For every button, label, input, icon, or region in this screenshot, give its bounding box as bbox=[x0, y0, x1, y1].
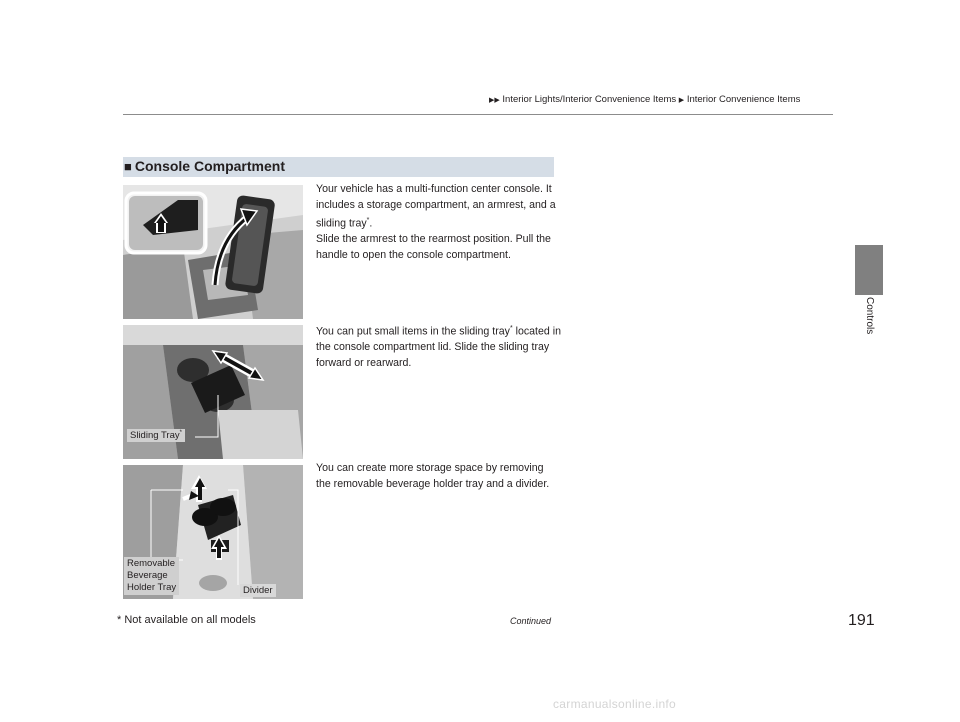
side-tab-label: Controls bbox=[864, 297, 875, 335]
header-divider bbox=[123, 114, 833, 115]
callout-label: Sliding Tray bbox=[130, 430, 180, 442]
paragraph-text: Your vehicle has a multi-function center console. It includes a storage compartment, an armrest, and a sliding tray bbox=[316, 183, 556, 230]
footnote-star: * bbox=[366, 217, 370, 224]
breadcrumb-arrow-icon: ▶ bbox=[678, 97, 685, 104]
paragraph-sliding-tray bbox=[316, 321, 561, 371]
paragraph-text: You can put small items in the sliding tray bbox=[316, 325, 510, 338]
callout-divider bbox=[240, 584, 276, 597]
breadcrumb-arrow-icon: ▶▶ bbox=[489, 97, 500, 104]
footnote-star: * bbox=[509, 325, 513, 332]
console-compartment-photo bbox=[123, 185, 303, 319]
callout-label: Removable bbox=[127, 558, 176, 569]
paragraph-text: You can create more storage space by removing the removable beverage holder tray and a divider. bbox=[316, 462, 550, 490]
section-title bbox=[124, 158, 285, 174]
paragraph-text: Slide the armrest to the rearmost position. Pull the handle to open the console compartment. bbox=[316, 233, 551, 261]
watermark: carmanualsonline.info bbox=[553, 697, 677, 711]
side-tab-marker bbox=[855, 245, 883, 295]
breadcrumb-item-interior-lights[interactable]: Interior Lights/Interior Convenience Items bbox=[502, 94, 677, 105]
console-compartment-illustration bbox=[123, 185, 303, 319]
paragraph-beverage-holder bbox=[316, 461, 561, 492]
continued-label: Continued bbox=[510, 616, 552, 626]
square-bullet-icon: ■ bbox=[124, 159, 132, 174]
callout-sliding-tray bbox=[127, 430, 185, 441]
callout-label: Beverage bbox=[127, 570, 168, 581]
paragraph-text: . bbox=[369, 217, 373, 230]
breadcrumb bbox=[489, 94, 800, 105]
side-tab[interactable] bbox=[857, 295, 881, 345]
section-title-text: Console Compartment bbox=[134, 158, 285, 174]
callout-label: Holder Tray bbox=[127, 582, 177, 593]
callout-removable-tray bbox=[124, 557, 179, 595]
footnote: * Not available on all models bbox=[117, 614, 256, 626]
callout-label: Divider bbox=[243, 585, 273, 596]
footnote-star: * bbox=[179, 430, 182, 436]
page-number: 191 bbox=[848, 612, 875, 629]
paragraph-console-intro bbox=[316, 182, 561, 263]
breadcrumb-item-convenience[interactable]: Interior Convenience Items bbox=[686, 94, 801, 105]
paragraph-text: located in the console compartment lid. Slide the sliding tray forward or rearward. bbox=[316, 325, 561, 369]
